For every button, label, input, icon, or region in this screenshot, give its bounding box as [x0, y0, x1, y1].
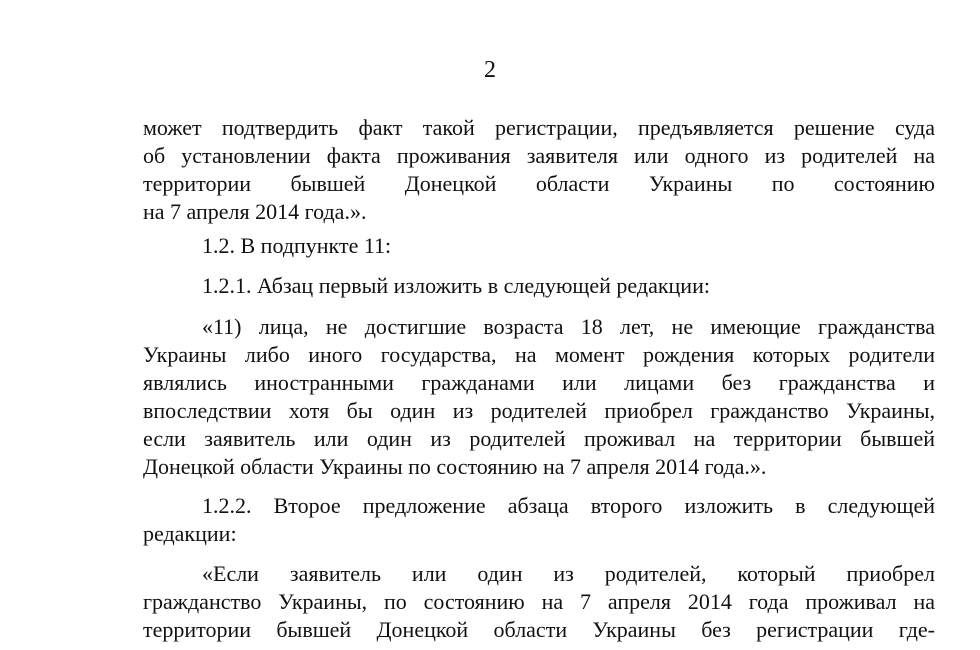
paragraph-quoted-second-sentence: [143, 560, 935, 644]
paragraph-subitem-1-2-1: 1.2.1. Абзац первый изложить в следующей редакции:: [202, 273, 710, 298]
paragraph-line: может подтвердить факт такой регистрации, предъявляется решение суда: [143, 115, 935, 140]
paragraph-line: впоследствии хотя бы один из родителей приобрел гражданство Украины,: [143, 398, 935, 423]
paragraph-line: гражданство Украины, по состоянию на 7 апреля 2014 года проживал на: [143, 589, 935, 614]
paragraph-line: Украины либо иного государства, на момент рождения которых родители: [143, 342, 935, 367]
paragraph-continuation: [143, 114, 935, 226]
paragraph-line: Донецкой области Украины по состоянию на 7 апреля 2014 года.».: [143, 454, 767, 479]
paragraph-line: если заявитель или один из родителей проживал на территории бывшей: [143, 426, 935, 451]
paragraph-subitem-1-2: 1.2. В подпункте 11:: [202, 233, 392, 258]
paragraph-line: «11) лица, не достигшие возраста 18 лет, не имеющие гражданства: [202, 314, 935, 339]
paragraph-line: являлись иностранными гражданами или лицами без гражданства и: [143, 370, 935, 395]
paragraph-line: на 7 апреля 2014 года.».: [143, 199, 367, 224]
paragraph-line: редакции:: [143, 521, 237, 546]
paragraph-line: территории бывшей Донецкой области Украины без регистрации где-: [143, 617, 935, 642]
paragraph-line: об установлении факта проживания заявителя или одного из родителей на: [143, 143, 935, 168]
paragraph-line: 1.2.2. Второе предложение абзаца второго изложить в следующей: [202, 493, 935, 518]
paragraph-line: территории бывшей Донецкой области Украины по состоянию: [143, 171, 935, 196]
paragraph-line: «Если заявитель или один из родителей, который приобрел: [202, 561, 935, 586]
paragraph-quoted-item-11: [143, 313, 935, 481]
paragraph-subitem-1-2-2: [143, 492, 935, 548]
page-number: 2: [484, 57, 496, 83]
